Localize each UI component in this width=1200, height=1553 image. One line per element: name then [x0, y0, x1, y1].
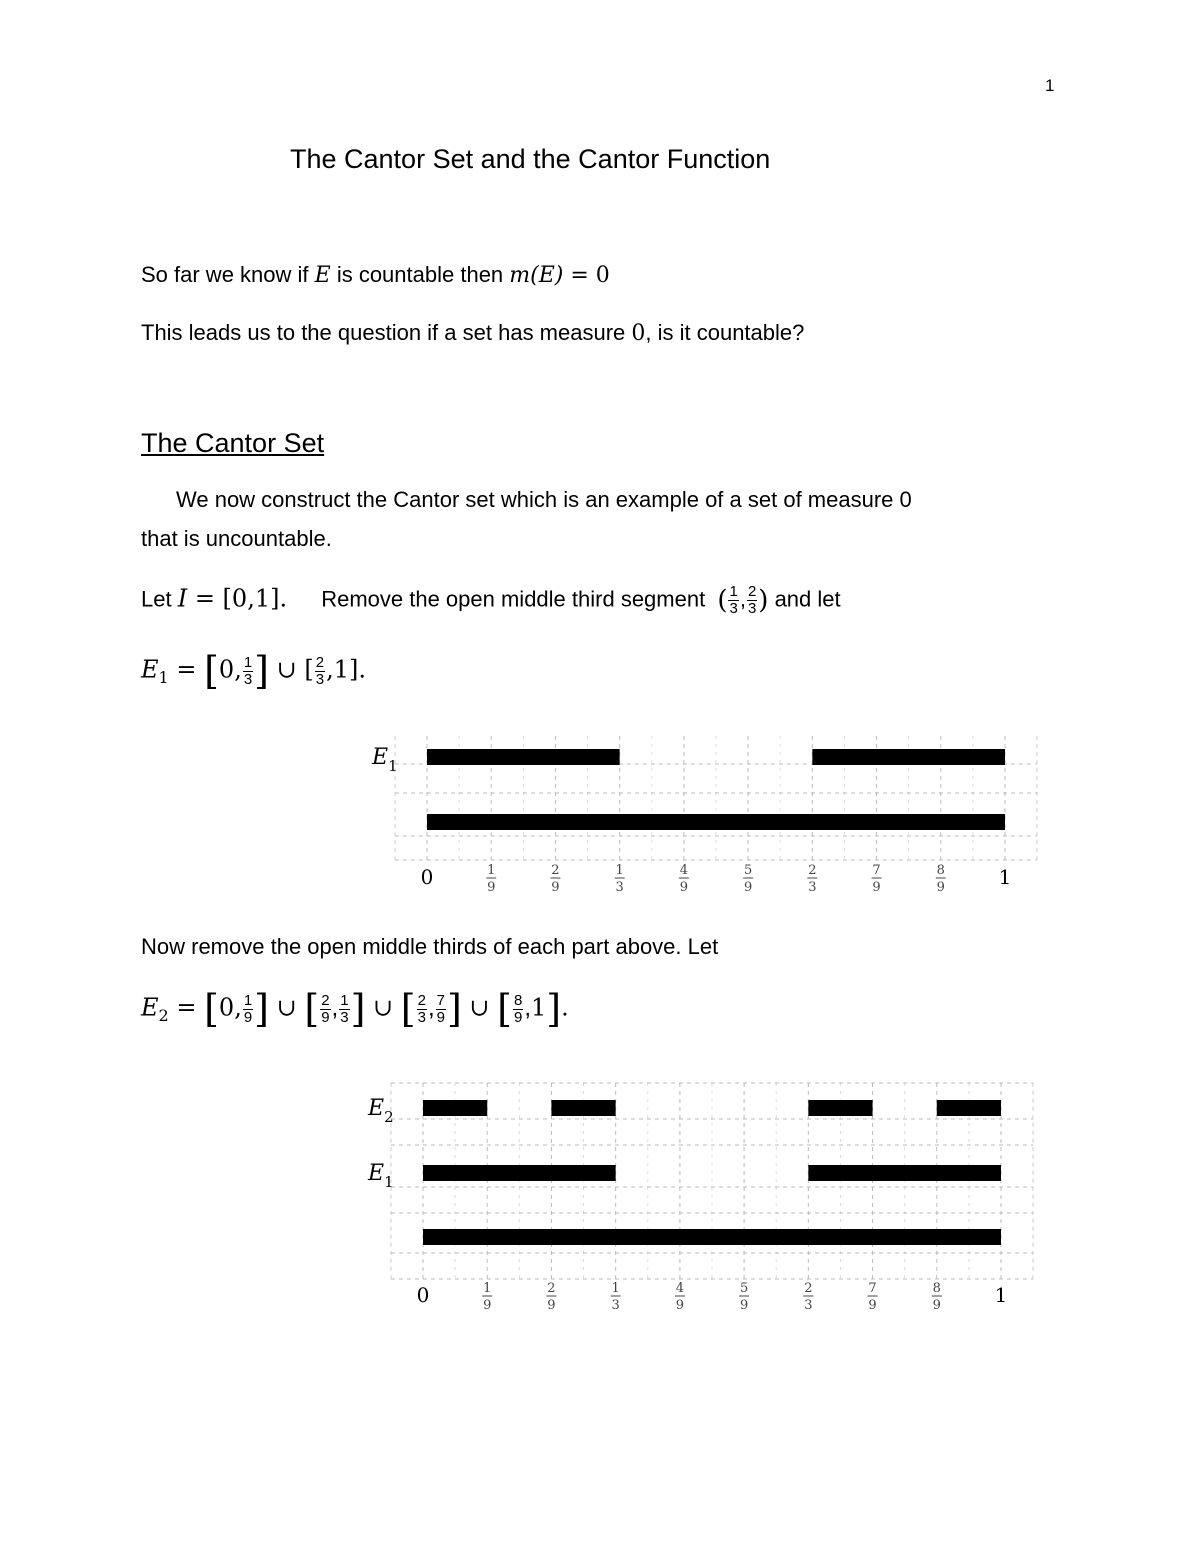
fraction-one-third: [243, 655, 253, 688]
union-symbol: ∪: [269, 993, 305, 1022]
interval-bar: [937, 1100, 1001, 1116]
measure-expr: m(E): [509, 263, 564, 288]
intro-line-1: [141, 262, 610, 288]
let-text: Let: [141, 586, 178, 612]
interval-bar: [551, 1100, 615, 1116]
tick-label-numerator: 2: [551, 863, 560, 878]
tick-label-numerator: 7: [868, 1281, 877, 1296]
remove-text: Remove the open middle third segment: [321, 586, 706, 612]
tick-label-numerator: 1: [483, 1281, 492, 1296]
tick-label-denominator: 9: [551, 880, 560, 895]
tick-label-numerator: 5: [739, 1281, 749, 1296]
interval-bar: [427, 749, 620, 765]
equals-sign: =: [168, 655, 205, 684]
tick-label-denominator: 3: [611, 1298, 620, 1313]
row-label: $E_2$: [368, 1096, 394, 1126]
page-number: 1: [1045, 76, 1055, 95]
tick-label-numerator: 8: [932, 1281, 941, 1296]
interval-bar: [808, 1165, 1001, 1181]
numerator: 1: [729, 583, 738, 600]
zero-value: 0: [631, 321, 646, 346]
tick-label-denominator: 3: [615, 880, 624, 895]
tick-label: 0: [416, 1283, 430, 1307]
interval-end-one: 1: [531, 993, 547, 1022]
interval-end: ,1].: [326, 655, 366, 684]
numerator: 2: [417, 991, 426, 1009]
numerator: 1: [340, 991, 349, 1009]
row-label-subscript: 2: [384, 1108, 394, 1126]
let-line: Let I = [0,1]. Remove the open middle third segment ( $\frac{1}{3}$ , $\frac{2}{3}$ ) and let: [141, 583, 841, 617]
intro-text: This leads us to the question if a set has measure: [141, 320, 632, 345]
row-label: $E_1$: [372, 745, 398, 775]
numerator: 2: [321, 991, 330, 1009]
fraction-one-third: [728, 584, 738, 617]
tick-label-denominator: 9: [547, 1298, 556, 1313]
interval-bar: [427, 814, 1005, 830]
section-heading: The Cantor Set: [141, 428, 325, 458]
fraction-two-thirds: [315, 655, 325, 688]
tick-label-numerator: 1: [611, 1281, 620, 1296]
fraction-one-third: [339, 993, 349, 1026]
denominator: 9: [243, 1008, 253, 1026]
tick-label-denominator: 9: [743, 880, 753, 895]
tick-label-denominator: 9: [487, 880, 496, 895]
tick-label-numerator: 4: [675, 1281, 685, 1296]
interval-bar: [423, 1229, 1001, 1245]
tick-label-denominator: 9: [483, 1298, 492, 1313]
equals-zero: = 0: [563, 263, 610, 288]
tick-label-denominator: 3: [804, 1298, 813, 1313]
tick-label: 1: [998, 865, 1012, 889]
tick-label: 0: [420, 865, 434, 889]
var-i: I: [177, 584, 188, 613]
e1-figure: [360, 728, 1050, 898]
union-symbol: ∪: [461, 993, 498, 1022]
tick-label-numerator: 2: [804, 1281, 813, 1296]
intro-text: So far we know if: [141, 262, 315, 287]
tick-label-numerator: 5: [743, 863, 753, 878]
e2-definition: $E_2 = [0$, $\frac{1}{9}$ ] ∪ [ $\frac{2}{9}$ , $\frac{1}{3}$ ] ∪ [ $\frac{2}{3}$ , $\frac{7}{9}$ ] ∪ [ $\frac{8}{9}$ ,1].: [141, 987, 569, 1031]
interval-bar: [423, 1165, 616, 1181]
tick-label-denominator: 9: [868, 1298, 877, 1313]
fraction-two-ninths: [320, 993, 330, 1026]
interval-bar: [812, 749, 1005, 765]
interval-start: 0,: [218, 993, 242, 1022]
construction-line-1: We now construct the Cantor set which is an example of a set of measure 0: [176, 487, 912, 512]
close-paren: ): [758, 585, 769, 616]
row-label-subscript: 1: [384, 1173, 394, 1191]
tick-label-numerator: 8: [936, 863, 945, 878]
tick-label-denominator: 9: [872, 880, 881, 895]
numerator: 8: [513, 991, 523, 1009]
e2-figure: [360, 1075, 1050, 1320]
period: .: [561, 993, 569, 1022]
tick-label-numerator: 2: [547, 1281, 556, 1296]
tick-label-denominator: 3: [808, 880, 817, 895]
numerator: 7: [436, 991, 445, 1009]
var-e: E: [314, 263, 331, 288]
interval-bar: [808, 1100, 872, 1116]
e1-subscript: 1: [158, 668, 169, 688]
e2-subscript: 2: [158, 1006, 169, 1026]
denominator: 3: [417, 1008, 426, 1026]
equals-sign: =: [168, 993, 205, 1022]
tick-label-numerator: 7: [872, 863, 881, 878]
union-symbol: ∪: [269, 655, 305, 684]
denominator: 3: [747, 600, 757, 617]
denominator: 3: [340, 1008, 349, 1026]
union-symbol: ∪: [365, 993, 401, 1022]
numerator: 1: [243, 653, 253, 671]
tick-label-numerator: 2: [808, 863, 817, 878]
tick-label-denominator: 9: [675, 1298, 685, 1313]
tick-label: 1: [994, 1283, 1008, 1307]
construction-line-2: that is uncountable.: [141, 526, 332, 551]
denominator: 3: [315, 670, 325, 688]
open-paren: (: [717, 585, 728, 616]
denominator: 9: [513, 1008, 523, 1026]
denominator: 3: [243, 670, 253, 688]
denominator: 9: [436, 1008, 445, 1026]
fraction-seven-ninths: [436, 993, 446, 1026]
e2-symbol: E: [141, 993, 159, 1022]
tick-label-numerator: 1: [615, 863, 624, 878]
tick-label-denominator: 9: [739, 1298, 749, 1313]
tick-label-denominator: 9: [936, 880, 945, 895]
intro-line-2: [141, 320, 804, 346]
numerator: 2: [315, 653, 325, 671]
tick-label-numerator: 1: [487, 863, 496, 878]
tick-label-denominator: 9: [679, 880, 689, 895]
numerator: 2: [747, 583, 757, 600]
fraction-two-thirds: [747, 584, 757, 617]
interval-start: 0,: [218, 655, 242, 684]
intro-text: is countable then: [330, 262, 510, 287]
unit-interval: = [0,1].: [187, 584, 288, 613]
interval-bar: [423, 1100, 487, 1116]
tick-label-numerator: 4: [679, 863, 689, 878]
page-title: The Cantor Set and the Cantor Function: [290, 144, 771, 174]
fraction-two-thirds: [417, 993, 427, 1026]
row-label: $E_1$: [368, 1161, 394, 1191]
numerator: 1: [243, 991, 253, 1009]
e2-intro: Now remove the open middle thirds of each part above. Let: [141, 934, 719, 959]
tick-label-denominator: 9: [932, 1298, 941, 1313]
fraction-one-ninth: [243, 993, 253, 1026]
row-label-subscript: 1: [388, 757, 398, 775]
e1-definition: $E_1 = [0$, $\frac{1}{3}$ ] ∪ [ $\frac{2}{3}$ ,1].: [141, 649, 366, 693]
fraction-eight-ninths: [513, 993, 523, 1026]
e1-symbol: E: [141, 655, 159, 684]
and-let-text: and let: [768, 586, 841, 612]
denominator: 3: [729, 600, 738, 617]
intro-text: , is it countable?: [645, 320, 805, 345]
denominator: 9: [321, 1008, 330, 1026]
